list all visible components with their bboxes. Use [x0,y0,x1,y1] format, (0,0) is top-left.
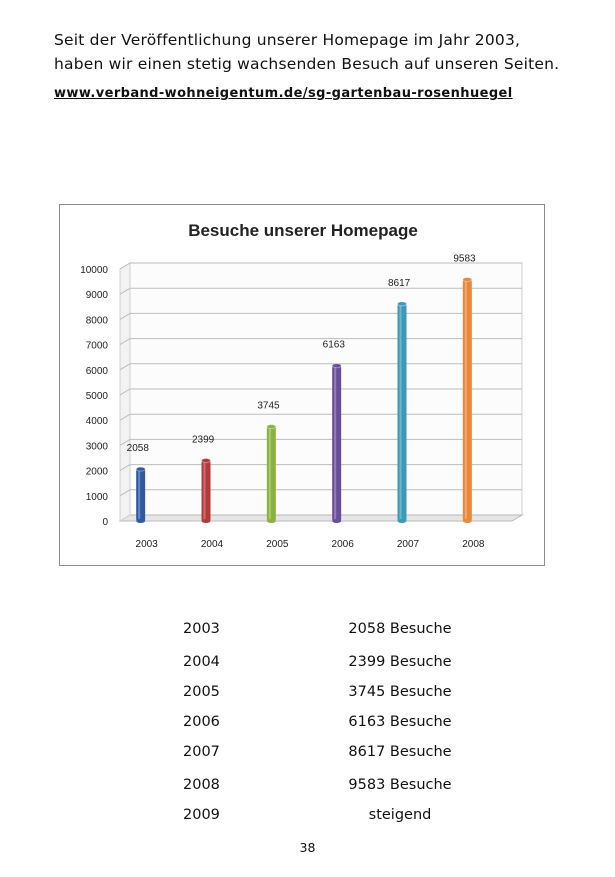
data-label-2004: 2399 [192,434,215,446]
bar-base [332,519,341,523]
bar-highlight [465,281,467,520]
chart-canvas [60,205,546,567]
bar-cap [267,425,276,429]
bar-2008 [463,280,472,521]
bar-cap [463,278,472,282]
data-label-2003: 2058 [126,443,149,455]
chart-floor [120,515,522,521]
y-tick-label: 5000 [85,391,108,402]
row-year: 2006 [183,714,220,730]
bar-base [202,519,211,523]
y-tick-label: 7000 [85,340,108,352]
x-tick-label: 2003 [135,539,158,550]
bar-highlight [204,462,206,520]
table-row [0,621,615,643]
row-visit-count: 3745 Besuche [348,684,452,700]
intro-line-1: Seit der Veröffentlichung unserer Homepage im Jahr 2003, [54,31,521,49]
table-row [0,777,615,799]
row-visit-count: 2058 Besuche [348,621,452,637]
homepage-url[interactable]: www.verband-wohneigentum.de/sg-gartenbau-rosenhuegel [54,86,513,101]
data-label-2006: 6163 [322,339,345,351]
table-row [0,654,615,676]
bar-highlight [138,470,140,520]
row-year: 2009 [183,807,220,823]
data-label-2008: 9583 [453,253,476,265]
row-year: 2003 [183,621,220,637]
y-tick-label: 2000 [85,466,108,478]
table-row [0,714,615,736]
x-tick-label: 2005 [266,539,289,550]
y-tick-label: 9000 [85,290,108,302]
table-row [0,684,615,706]
bar-2004 [202,461,211,521]
table-row [0,807,615,829]
bar-highlight [269,428,271,520]
y-tick-label: 3000 [85,441,108,453]
x-tick-label: 2004 [200,539,224,550]
bar-base [398,519,407,523]
bar-2005 [267,427,276,521]
bar-2003 [136,469,145,521]
data-label-2005: 3745 [257,400,280,412]
y-tick-label: 4000 [85,416,108,428]
row-year: 2007 [183,744,220,760]
bar-2006 [332,366,341,521]
y-tick-label: 10000 [80,265,108,276]
bar-2007 [398,304,407,521]
intro-line-2: haben wir einen stetig wachsenden Besuch auf unseren Seiten. [54,55,560,73]
row-visit-count: 8617 Besuche [348,744,452,760]
page-number: 38 [299,840,316,855]
bar-base [136,519,145,523]
bar-cap [136,467,145,471]
data-label-2007: 8617 [388,277,411,289]
row-visit-count: steigend [368,807,432,823]
table-row [0,744,615,766]
row-year: 2004 [183,654,220,670]
row-visit-count: 6163 Besuche [348,714,452,730]
bar-cap [398,302,407,306]
bar-base [267,519,276,523]
bar-cap [332,364,341,368]
row-year: 2005 [183,684,220,700]
x-tick-label: 2006 [331,539,354,550]
y-tick-label: 1000 [85,491,108,503]
x-tick-label: 2008 [462,539,485,550]
row-year: 2008 [183,777,220,793]
bar-cap [202,459,211,463]
bar-base [463,519,472,523]
bar-highlight [400,305,402,520]
intro-text [54,28,594,106]
chart-title: Besuche unserer Homepage [188,221,418,240]
row-visit-count: 9583 Besuche [348,777,452,793]
row-visit-count: 2399 Besuche [348,654,452,670]
bar-highlight [334,367,336,520]
y-tick-label: 6000 [85,365,108,377]
y-tick-label: 0 [102,517,108,528]
y-tick-label: 8000 [85,315,108,327]
x-tick-label: 2007 [396,539,420,550]
visits-chart [59,204,545,566]
